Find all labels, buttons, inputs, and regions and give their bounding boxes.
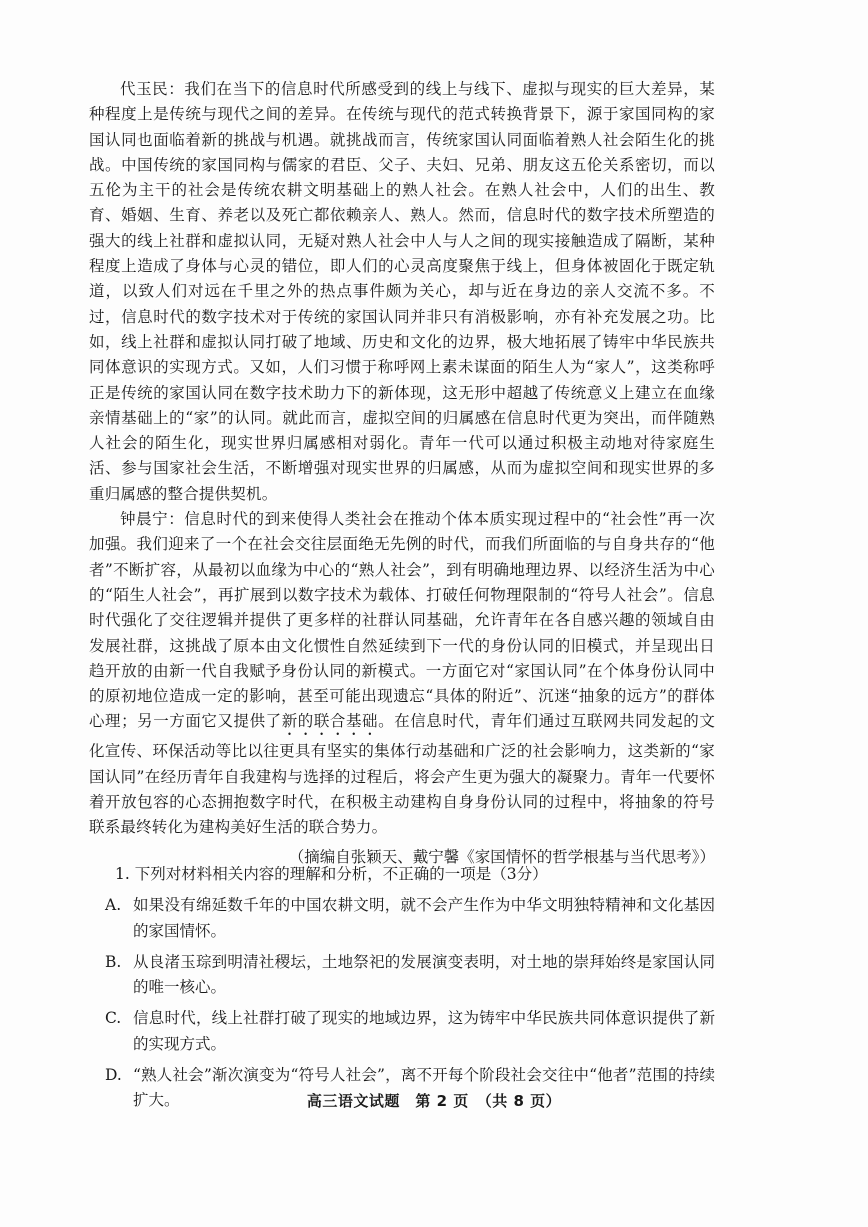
- source-citation: （摘编自张颖天、戴宁馨《家国情怀的哲学根基与当代思考》）: [288, 847, 715, 866]
- option-letter: A.: [105, 896, 122, 915]
- emphasized-phrase: 新的联合基础: [281, 712, 379, 731]
- option-b: [105, 950, 715, 1001]
- passage-paragraph-dai-yumin: 代玉民：我们在当下的信息时代所感受到的线上与线下、虚拟与现实的巨大差异，某种程度上是传统与现代之间的差异。在传统与现代的范式转换背景下，源于家国同构的家国认同也面临着新的挑战与机遇。就挑战而言，传统家国认同面临着熟人社会陌生化的挑战。中国传统的家国同构与儒家的君臣、父子、夫妇、兄弟、朋友这五伦关系密切，而以五伦为主干的社会是传统农耕文明基础上的熟人社会。在熟人社会中，人们的出生、教育、婚姻、生育、养老以及死亡都依赖亲人、熟人。然而，信息时代的数字技术所塑造的强大的线上社群和虚拟认同，无疑对熟人社会中人与人之间的现实接触造成了隔断，某种程度上造成了身体与心灵的错位，即人们的心灵高度聚焦于线上，但身体被固化于既定轨道，以致人们对远在千里之外的热点事件颇为关心，却与近在身边的亲人交流不多。不过，信息时代的数字技术对于传统的家国认同并非只有消极影响，亦有补充发展之功。比如，线上社群和虚拟认同打破了地域、历史和文化的边界，极大地拓展了铸牢中华民族共同体意识的实现方式。又如，人们习惯于称呼网上素未谋面的陌生人为“家人”，这类称呼正是传统的家国认同在数字技术助力下的新体现，这无形中超越了传统意义上建立在血缘亲情基础上的“家”的认同。就此而言，虚拟空间的归属感在信息时代更为突出，而伴随熟人社会的陌生化，现实世界归属感相对弱化。青年一代可以通过积极主动地对待家庭生活、参与国家社会生活，不断增强对现实世界的归属感，从而为虚拟空间和现实世界的多重归属感的整合提供契机。: [89, 80, 715, 503]
- option-a: [105, 893, 715, 944]
- paragraph-text: 钟晨宁：信息时代的到来使得人类社会在推动个体本质实现过程中的“社会性”再一次加强。我们迎来了一个在社会交往层面绝无先例的时代，而我们所面临的与自身共存的“他者”不断扩容，从最初以血缘为中心的“熟人社会”，到有明确地理边界、以经济生活为中心的“陌生人社会”，再扩展到以数字技术为载体、打破任何物理限制的“符号人社会”。信息时代强化了交往逻辑并提供了更多样的社群认同基础，允许青年在各自感兴趣的领域自由发展社群，这挑战了原本由文化惯性自然延续到下一代的身份认同的旧模式，并呈现出日趋开放的由新一代自我赋予身份认同的新模式。一方面它对“家国认同”在个体身份认同中的原初地位造成一定的影响，甚至可能出现遗忘“具体的附近”、沉迷“抽象的远方”的群体心理；另一方面它又提供了: [89, 510, 715, 731]
- option-letter: C.: [105, 1009, 122, 1028]
- option-text: “熟人社会”渐次演变为“符号人社会”，离不开每个阶段社会交往中“他者”范围的持续扩大。: [133, 1066, 715, 1110]
- option-letter: B.: [105, 952, 122, 971]
- option-text: 如果没有绵延数千年的中国农耕文明，就不会产生作为中华文明独特精神和文化基因的家国情怀。: [133, 896, 715, 940]
- passage-paragraph-zhong-chenning: [89, 507, 715, 841]
- question-stem: 1. 下列对材料相关内容的理解和分析，不正确的一项是（3分）: [115, 865, 548, 883]
- page-footer: 高三语文试题 第 2 页 （共 8 页）: [306, 1092, 562, 1110]
- option-text: 从良渚玉琮到明清社稷坛，土地祭祀的发展演变表明，对土地的崇拜始终是家国认同的唯一核心。: [133, 952, 715, 997]
- option-text: 信息时代，线上社群打破了现实的地域边界，这为铸牢中华民族共同体意识提供了新的实现方式。: [133, 1009, 715, 1053]
- option-c: [105, 1006, 715, 1057]
- reading-passage: [89, 77, 715, 870]
- paragraph-text: 。在信息时代，青年们通过互联网共同发起的文化宣传、环保活动等比以往更具有坚实的集体行动基础和广泛的社会影响力，这类新的“家国认同”在经历青年自我建构与选择的过程后，将会产生更为强大的凝聚力。青年一代要怀着开放包容的心态拥抱数字时代，在积极主动建构自身身份认同的过程中，将抽象的符号联系最终转化为建构美好生活的联合势力。: [89, 712, 716, 837]
- option-letter: D.: [105, 1066, 122, 1085]
- question-1: [105, 862, 715, 1114]
